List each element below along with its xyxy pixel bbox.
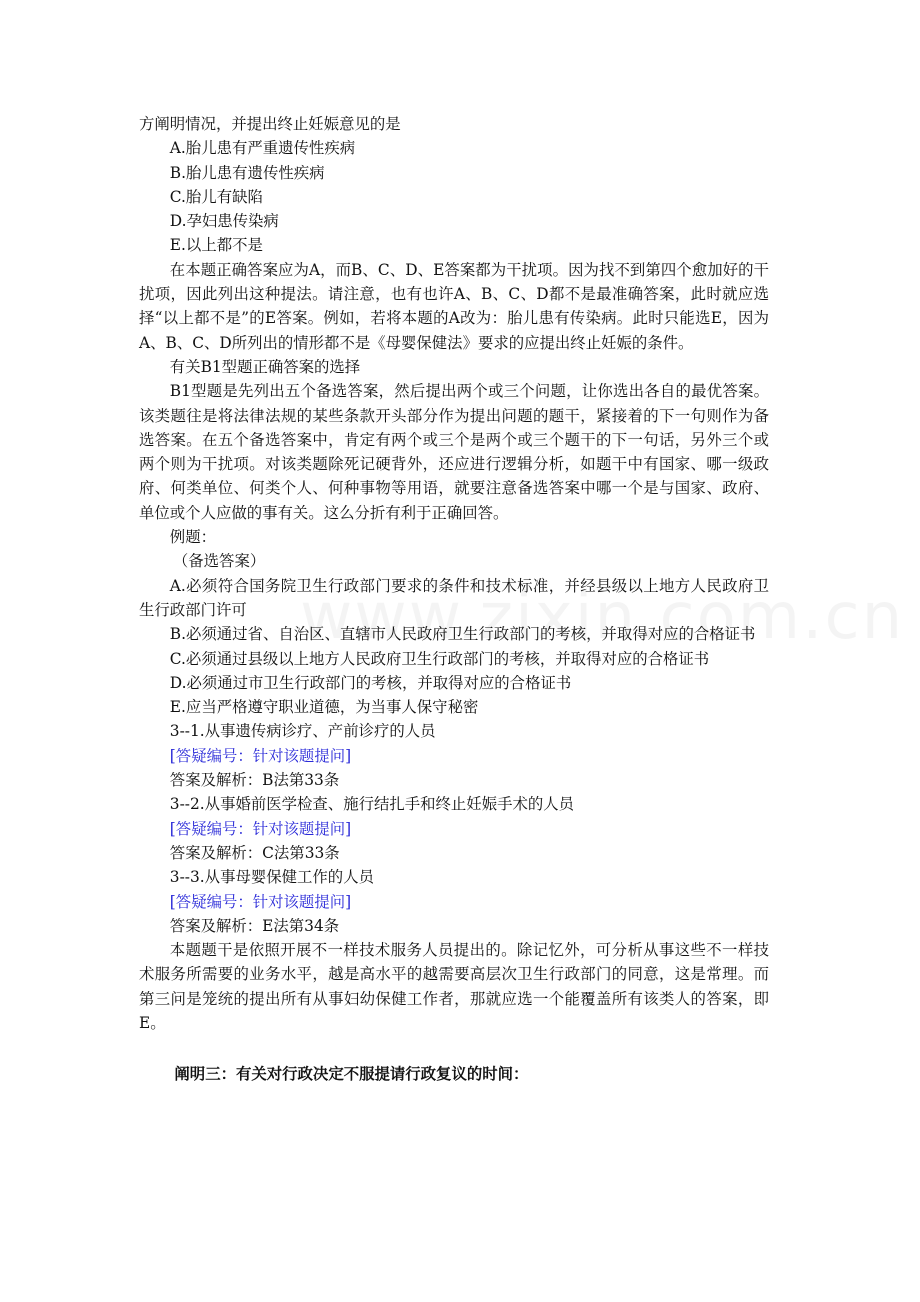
q1-option-d: D.孕妇患传染病: [169, 212, 279, 231]
question-3-1: 3--1.从事遗传病诊疗、产前诊疗的人员: [169, 722, 436, 741]
question-3-3: 3--3.从事母婴保健工作的人员: [169, 868, 374, 887]
b1-option-e: E.应当严格遵守职业道德，为当事人保守秘密: [169, 698, 479, 717]
answer-3-3: 答案及解析：E法第34条: [169, 916, 340, 935]
paragraph-1: 在本题正确答案应为A，而B、C、D、E答案都为干扰项。因为找不到第四个愈加好的干扰项，因此列出这种提法。请注意，也有也许A、B、C、D都不是最准确答案，此时就应选择“以上都不是”的E答案。例如，若将本题的A改为：胎儿患有传染病。此时只能选E，因为A、B、C、D所列出的情形都不是《母婴保健法》要求的应提出终止妊娠的条件。: [139, 260, 769, 352]
answer-3-2: 答案及解析：C法第33条: [169, 843, 340, 862]
q1-option-b: B.胎儿患有遗传性疾病: [169, 163, 325, 182]
b1-option-c: C.必须通过县级以上地方人民政府卫生行政部门的考核，并取得对应的合格证书: [169, 649, 710, 668]
answer-3-1: 答案及解析：B法第33条: [169, 771, 340, 790]
b1-option-a: A.必须符合国务院卫生行政部门要求的条件和技术标准，并经县级以上地方人民政府卫生行政部门许可: [139, 576, 769, 619]
b1-option-d: D.必须通过市卫生行政部门的考核，并取得对应的合格证书: [169, 673, 572, 692]
b1-option-b: B.必须通过省、自治区、直辖市人民政府卫生行政部门的考核，并取得对应的合格证书: [169, 625, 756, 644]
paragraph-2: B1型题是先列出五个备选答案，然后提出两个或三个问题，让你选出各自的最优答案。该类题往是将法律法规的某些条款开头部分作为提出问题的题干，紧接着的下一句则作为备选答案。在五个备选答案中，肯定有两个或三个是两个或三个题干的下一句话，另外三个或两个则为干扰项。对该类题除死记硬背外，还应进行逻辑分析，如题干中有国家、哪一级政府、何类单位、何类个人、何种事物等用语，就要注意备选答案中哪一个是与国家、政府、单位或个人应做的事有关。这么分折有利于正确回答。: [139, 382, 769, 522]
ask-question-link-3-2[interactable]: [答疑编号：针对该题提问]: [169, 819, 352, 838]
section-heading-3: 阐明三：有关对行政决定不服提请行政复议的时间：: [174, 1065, 529, 1084]
q1-option-e: E.以上都不是: [169, 236, 263, 255]
q1-option-a: A.胎儿患有严重遗传性疾病: [169, 139, 356, 158]
intro-line: 方阐明情况，并提出终止妊娠意见的是: [139, 115, 401, 133]
b1-section-title: 有关B1型题正确答案的选择: [169, 357, 361, 376]
q1-option-c: C.胎儿有缺陷: [169, 187, 263, 206]
question-3-2: 3--2.从事婚前医学检查、施行结扎手和终止妊娠手术的人员: [169, 795, 575, 814]
ask-question-link-3-3[interactable]: [答疑编号：针对该题提问]: [169, 892, 352, 911]
ask-question-link-3-1[interactable]: [答疑编号：针对该题提问]: [169, 746, 352, 765]
example-label: 例题：: [169, 528, 216, 547]
paragraph-3: 本题题干是依照开展不一样技术服务人员提出的。除记忆外，可分析从事这些不一样技术服务所需要的业务水平，越是高水平的越需要高层次卫生行政部门的同意，这是常理。而第三问是笼统的提出所有从事妇幼保健工作者，那就应选一个能覆盖所有该类人的答案，即E。: [139, 941, 769, 1032]
options-label: （备选答案）: [172, 552, 266, 571]
document-body: [139, 112, 769, 1087]
